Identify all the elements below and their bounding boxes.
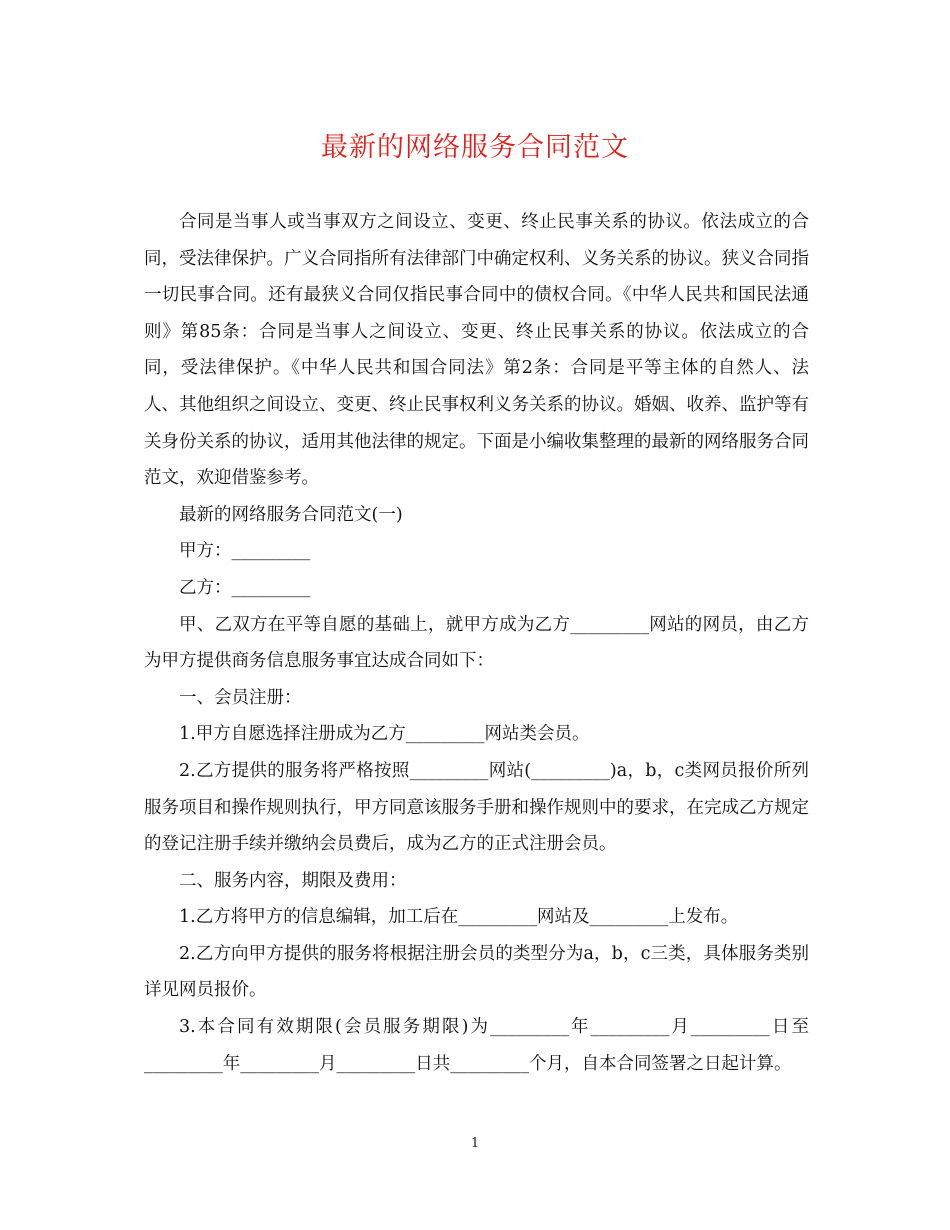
clause-2-3: 3.本合同有效期限(会员服务期限)为_________年_________月_________日至_________年_________月_________日共_________个月，自本合同签署之日起计算。 <box>144 1017 809 1074</box>
intro-paragraph: 合同是当事人或当事双方之间设立、变更、终止民事关系的协议。依法成立的合同，受法律保护。广义合同指所有法律部门中确定权利、义务关系的协议。狭义合同指一切民事合同。还有最狭义合同仅指民事合同中的债权合同。《中华人民共和国民法通则》第85条：合同是当事人之间设立、变更、终止民事关系的协议。依法成立的合同，受法律保护。《中华人民共和国合同法》第2条：合同是平等主体的自然人、法人、其他组织之间设立、变更、终止民事权利义务关系的协议。婚姻、收养、监护等有关身份关系的协议，适用其他法律的规定。下面是小编收集整理的最新的网络服务合同范文，欢迎借鉴参考。 <box>144 212 809 489</box>
party-b-line: 乙方：_________ <box>179 577 311 598</box>
section-heading: 最新的网络服务合同范文(一) <box>179 504 403 525</box>
clause-2-2: 2.乙方向甲方提供的服务将根据注册会员的类型分为a，b，c三类，具体服务类别详见网员报价。 <box>144 943 809 1001</box>
document-title: 最新的网络服务合同范文 <box>321 132 629 163</box>
clause-1-2: 2.乙方提供的服务将严格按照_________网站(_________)a，b，c类网员报价所列服务项目和操作规则执行，甲方同意该服务手册和操作规则中的要求，在完成乙方规定的登记注册手续并缴纳会员费后，成为乙方的正式注册会员。 <box>144 760 809 855</box>
clause-2-1: 1.乙方将甲方的信息编辑，加工后在_________网站及_________上发布。 <box>179 907 739 928</box>
clause-heading-registration: 一、会员注册： <box>179 687 302 708</box>
agreement-paragraph: 甲、乙双方在平等自愿的基础上，就甲方成为乙方_________网站的网员，由乙方为甲方提供商务信息服务事宜达成合同如下： <box>144 614 809 672</box>
page-number: 1 <box>470 1136 480 1151</box>
document-body <box>144 204 809 1082</box>
party-a-line: 甲方：_________ <box>179 541 311 562</box>
clause-heading-services: 二、服务内容，期限及费用： <box>179 870 407 891</box>
clause-1-1: 1.甲方自愿选择注册成为乙方_________网站类会员。 <box>179 724 590 745</box>
